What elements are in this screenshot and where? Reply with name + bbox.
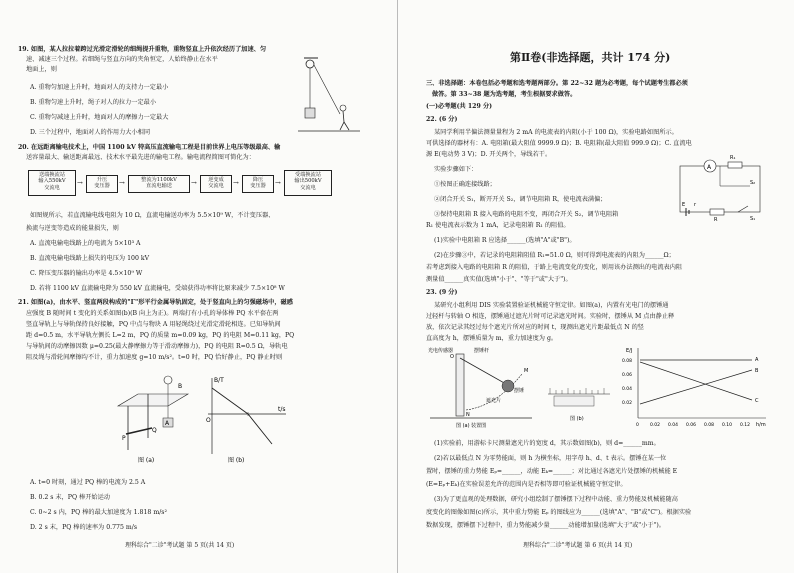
circuit-label: r bbox=[694, 202, 697, 208]
fig-label: 摆锤 bbox=[514, 388, 525, 394]
q23-question: (3)为了更直观的处理数据，研究小组绘制了摆锤摆下过程中动能、重力势能及机械能随高 bbox=[434, 496, 678, 503]
q21-line: 与导轨间的动摩擦因数 μ=0.25(最大静摩擦力等于滑动摩擦力)，PQ 的电阻 R=0.5 Ω，导轨电 bbox=[26, 343, 288, 350]
q21-line: 阻及绳与滑轮间摩擦均不计，重力加速度 g=10 m/s²。t=0 时，PQ 恰好静止，PQ 静止时则 bbox=[26, 354, 283, 361]
circuit-label: S₂ bbox=[750, 180, 756, 186]
q22-line: R₁ 使电流表示数为 1 mA，记录电阻箱 R₁ 的阻值。 bbox=[426, 222, 570, 229]
fig-label: A bbox=[165, 420, 170, 427]
q22-line: ②闭合开关 S₁，断开开关 S₂，调节电阻箱 R，使电流表满偏； bbox=[434, 196, 607, 203]
circuit-label: A bbox=[707, 164, 712, 171]
q19-line: 19. 如图，某人拉拉着跨过光滑定滑轮的细绳提升重物，重物竖直上升依次经历了加速、匀 bbox=[18, 46, 267, 53]
q22-line: 可供选择的器材有：A. 电阻箱(最大阻值 9999.9 Ω)；B. 电阻箱(最大阻值 999.9 Ω)；C. 直流电 bbox=[426, 140, 692, 147]
q23-question: 置时，摆锤的重力势能 Eₚ=______，动能 Eₖ=______；对比通过各遮光片处摆锤的机械能 E bbox=[426, 468, 678, 475]
fig-label: Q bbox=[152, 427, 157, 434]
q19-option: B. 重物匀速上升时，绳子对人的拉力一定最小 bbox=[30, 99, 157, 106]
fig-label: 摆锤杆 bbox=[474, 348, 490, 354]
fig-label: P bbox=[122, 435, 126, 442]
q19-line: 地面上，则 bbox=[26, 66, 57, 73]
q21-fig-a bbox=[108, 366, 198, 466]
q21-line: 应强度 B 随时间 t 变化的关系如图(b)(B 向上为正)。两端打有小孔的导体棒 PQ 水平套在两 bbox=[26, 310, 279, 317]
required-heading: (一)必考题(共 129 分) bbox=[426, 103, 493, 110]
circuit-label: R₁ bbox=[730, 155, 736, 161]
fig-label: O bbox=[450, 354, 454, 360]
series-line-c bbox=[640, 362, 752, 400]
fig-label: B bbox=[178, 383, 183, 390]
q20-line: 20. 在远距离输电技术上，中国 1100 kV 特高压直流输电工程是目前世界上电压等级最高、输 bbox=[18, 144, 281, 151]
instructions-line: 三、非选择题：本卷包括必考题和选考题两部分。第 22~32 题为必考题，每个试题考生都必须 bbox=[426, 80, 688, 87]
q21-line: 竖直导轨上与导轨保持良好接触，PQ 中点与物块 A 用轻绳绕过光滑定滑轮相连。已知导轨间 bbox=[26, 321, 281, 328]
q21-option: C. 0~2 s 内，PQ 棒的最大加速度为 1.818 m/s² bbox=[30, 509, 167, 516]
q23-line: 直高度为 h，摆锤质量为 m，重力加速度为 g。 bbox=[426, 335, 558, 342]
circuit-label: R bbox=[714, 217, 718, 222]
q23-line: 过轻杆与转轴 O 相连，摆锤通过遮光片时可记录遮光时间。实验时，摆锤从 M 点由静止释 bbox=[426, 313, 675, 320]
axis-label: t/s bbox=[278, 406, 286, 413]
q20-line: 换流与逆变等造成的能量损失，则 bbox=[26, 225, 119, 232]
arrow-icon: → bbox=[191, 179, 197, 187]
q19-line: 速、减速三个过程。若细绳与竖直方向的夹角恒定，人始终静止在水平 bbox=[26, 56, 218, 63]
q19-option: A. 重物匀加速上升时，地面对人的支持力一定最小 bbox=[30, 84, 169, 91]
q21-option: D. 2 s 末，PQ 棒的速率为 0.775 m/s bbox=[30, 524, 138, 531]
fig-caption: 图 (a) bbox=[138, 457, 155, 464]
q23-vernier bbox=[546, 378, 612, 426]
tick-label: 0.08 bbox=[622, 359, 633, 364]
fig-label: 遮光片 bbox=[486, 398, 502, 404]
flow-box: 逆变成 交流电 bbox=[200, 175, 232, 193]
q23-line: 放，依次记录其经过每个遮光片所对应的时间 t，现测出遮光片距最低点 N 的竖 bbox=[426, 324, 644, 331]
q21-fig-b bbox=[202, 374, 292, 466]
fig-label: N bbox=[466, 412, 470, 418]
page-footer: 理科综合"二诊"考试题 第 5 页(共 14 页) bbox=[125, 542, 235, 549]
fig-label: 光电传感器 bbox=[428, 348, 454, 354]
circuit-label: S₁ bbox=[750, 216, 756, 222]
q20-option: C. 降压变压器的输出功率是 4.5×10⁹ W bbox=[30, 270, 143, 277]
q20-line: 如图规所示，若直流输电线电阻为 10 Ω，直流电输送功率为 5.5×10⁹ W，不计变压器、 bbox=[30, 212, 275, 219]
fig-caption: 图 (a) 装置图 bbox=[456, 423, 487, 428]
q22-line: 实验步骤如下： bbox=[434, 166, 478, 173]
q22-line: ①按图正确连接线路； bbox=[434, 181, 496, 188]
flow-box: 整流为1100kV 直流电输送 bbox=[128, 175, 190, 193]
series-label: B bbox=[755, 368, 759, 374]
q23-question: 数据发现，摆锤摆下过程中，重力势能减少量______动能增加量(选填"大于"或"小于")。 bbox=[426, 522, 665, 529]
arrow-icon: → bbox=[275, 179, 281, 187]
flow-box: 受端换流站 输出500kV 交流电 bbox=[284, 170, 332, 196]
flow-box: 降压 变压器 bbox=[242, 175, 274, 193]
series-label: A bbox=[755, 357, 759, 363]
q22-title: 22. (6 分) bbox=[426, 116, 458, 123]
circuit-label: E bbox=[682, 202, 686, 208]
q19-pulley-figure bbox=[298, 56, 360, 136]
fig-caption: 图 (b) bbox=[570, 416, 584, 422]
fig-caption: 图 (b) bbox=[228, 457, 245, 464]
arrow-icon: → bbox=[233, 179, 239, 187]
q23-question: 度变化的图像如图(c)所示，其中重力势能 Eₚ 的图线应为______(选填"A"、"B"或"C")。根据实验 bbox=[426, 509, 692, 516]
tick-label: 0.10 bbox=[722, 423, 733, 428]
q22-line: (2)在步骤③中，若记录的电阻箱阻值 R₁=51.0 Ω，则可得到电流表的内阻为______Ω； bbox=[434, 252, 675, 259]
section-title: 第Ⅱ卷(非选择题，共计 174 分) bbox=[510, 51, 671, 64]
axis-label: B/T bbox=[214, 377, 224, 384]
page-footer: 理科综合"二诊"考试题 第 6 页(共 14 页) bbox=[523, 542, 633, 549]
q21-line: 距 d=0.5 m，水平导轨左侧长 L=2 m，PQ 的质量 m=0.09 kg，PQ 的电阻 M=0.11 kg，PQ bbox=[26, 332, 295, 339]
q19-option: C. 重物匀减速上升时，地面对人的摩擦力一定最大 bbox=[30, 114, 169, 121]
tick-label: 0 bbox=[636, 423, 639, 428]
q19-option: D. 三个过程中，地面对人的作用力大小相同 bbox=[30, 129, 151, 136]
q21-option: A. t=0 时刻，通过 PQ 棒的电流为 2.5 A bbox=[30, 479, 146, 486]
arrow-icon: → bbox=[77, 179, 83, 187]
axis-label: E/J bbox=[626, 348, 633, 354]
axis-label: h/m bbox=[756, 422, 766, 428]
tick-label: 0.02 bbox=[622, 401, 633, 406]
q22-line: 某同学利用半偏法测量量程为 2 mA 的电流表的内阻(小于 100 Ω)，实验电路如图所示。 bbox=[434, 129, 678, 136]
q21-line: 21. 如图(a)，由水平、竖直两段构成的"Γ"形平行金属导轨固定，处于竖直向上的匀强磁场中，磁感 bbox=[18, 299, 293, 306]
q23-fig-a bbox=[426, 344, 536, 428]
tick-label: 0.12 bbox=[740, 423, 751, 428]
q22-circuit bbox=[670, 150, 768, 222]
right-page bbox=[397, 0, 794, 573]
q23-energy-chart bbox=[620, 344, 770, 428]
q22-line: 测量值______真实值(选填"小于"、"等于"或"大于")。 bbox=[426, 276, 572, 283]
q21-option: B. 0.2 s 末，PQ 棒开始运动 bbox=[30, 494, 110, 501]
q20-option: A. 直流电输电线路上的电流为 5×10³ A bbox=[30, 240, 141, 247]
flow-box: 送端换流站 输入550kV 交流电 bbox=[28, 170, 76, 196]
tick-label: 0.06 bbox=[686, 423, 697, 428]
q20-line: 送容量最大、输送距离最远、技术水平最先进的输电工程。输电流程简图可简化为： bbox=[26, 154, 255, 161]
arrow-icon: → bbox=[119, 179, 125, 187]
fig-label: M bbox=[524, 368, 529, 374]
axis-label: O bbox=[206, 417, 211, 424]
series-label: C bbox=[755, 398, 759, 404]
tick-label: 0.04 bbox=[622, 387, 633, 392]
q22-line: 若考虑到接入电路的电阻箱 R 的阻值，于路上电流变化的变化，则用该办法测出的电流表内阻 bbox=[426, 264, 683, 271]
q23-question: (1)实验前，用游标卡尺测量遮光片的宽度 d，其示数如图(b)，则 d=______mm。 bbox=[434, 440, 660, 447]
tick-label: 0.08 bbox=[704, 423, 715, 428]
tick-label: 0.02 bbox=[650, 423, 661, 428]
q22-line: ③保持电阻箱 R 接入电路的电阻不变，再闭合开关 S₂，调节电阻箱 bbox=[434, 211, 619, 218]
q22-line: 源 E(电动势 3 V)；D. 开关两个，导线若干。 bbox=[426, 151, 552, 158]
q23-question: (E=Eₚ+Eₖ)在实验误差允许的范围内是否相等即可验证机械能守恒定律。 bbox=[426, 481, 627, 488]
q22-line: (1)实验中电阻箱 R 应选择______(选填"A"或"B")。 bbox=[434, 237, 576, 244]
flow-box: 升压 变压器 bbox=[86, 175, 118, 193]
tick-label: 0.06 bbox=[622, 373, 633, 378]
q20-option: D. 若将 1100 kV 直流输电降为 550 kV 直流输电，受端获得功率将比原来减少 7.5×10⁸ W bbox=[30, 285, 285, 292]
q23-question: (2)若以最低点 N 为零势能面，则 h 为横坐标，用字母 h、d、t 表示。摆锤在某一位 bbox=[434, 455, 667, 462]
instructions-line: 做答。第 33~38 题为选考题，考生根据要求做答。 bbox=[432, 91, 577, 98]
q23-line: 某研究小组利用 DIS 实验装置验证机械能守恒定律。如图(a)，内置有光电门的摆锤通 bbox=[434, 302, 669, 309]
series-line-b bbox=[640, 370, 752, 404]
q20-option: B. 直流电输电线路上损失的电压为 100 kV bbox=[30, 255, 150, 262]
q23-title: 23. (9 分) bbox=[426, 289, 458, 296]
tick-label: 0.04 bbox=[668, 423, 679, 428]
